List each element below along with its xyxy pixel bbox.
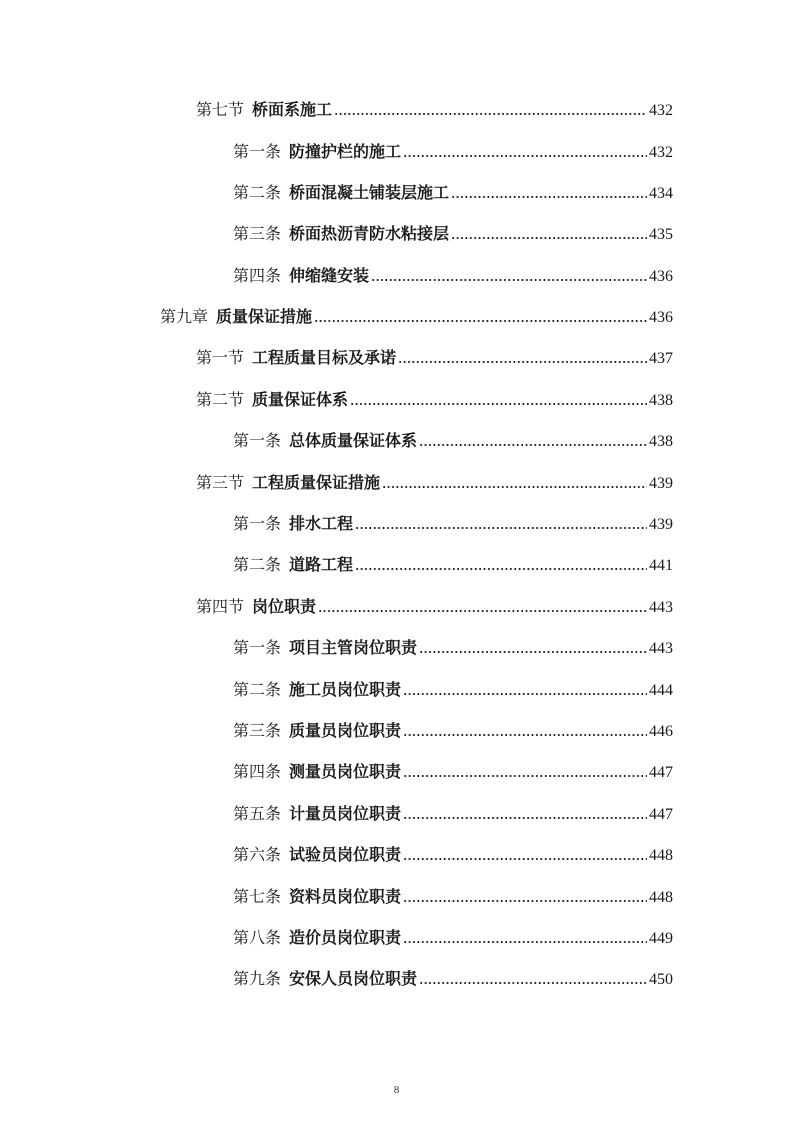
dot-leader	[451, 236, 647, 240]
toc-entry-prefix: 第九章	[160, 307, 209, 326]
toc-entry[interactable]	[233, 222, 673, 246]
dot-leader	[419, 981, 647, 985]
toc-entry-prefix: 第二条	[233, 680, 282, 699]
toc-entry-title: 工程质量目标及承诺	[252, 348, 397, 367]
toc-entry[interactable]	[196, 471, 673, 495]
toc-entry-page: 432	[649, 144, 673, 161]
dot-leader	[403, 940, 647, 944]
toc-entry-page: 450	[649, 971, 673, 988]
toc-entry-prefix: 第三条	[233, 224, 282, 243]
toc-entry-prefix: 第六条	[233, 845, 282, 864]
toc-entry-page: 447	[649, 764, 673, 781]
toc-entry-prefix: 第三条	[233, 721, 282, 740]
toc-entry-title: 安保人员岗位职责	[289, 969, 418, 988]
toc-entry-title: 试验员岗位职责	[289, 845, 402, 864]
toc-entry[interactable]	[233, 678, 673, 702]
toc-entry-prefix: 第一条	[233, 142, 282, 161]
toc-entry[interactable]	[233, 802, 673, 826]
toc-entry[interactable]	[233, 181, 673, 205]
dot-leader	[403, 154, 647, 158]
toc-entry[interactable]	[233, 264, 673, 288]
toc-entry[interactable]	[233, 760, 673, 784]
toc-entry-page: 449	[649, 930, 673, 947]
toc-entry[interactable]	[196, 595, 673, 619]
toc-entry-page: 439	[649, 516, 673, 533]
toc-entry[interactable]	[233, 967, 673, 991]
toc-entry-page: 447	[649, 806, 673, 823]
toc-entry[interactable]	[196, 346, 673, 370]
toc-entry-title: 防撞护栏的施工	[289, 142, 402, 161]
toc-entry-prefix: 第七条	[233, 887, 282, 906]
toc-entry-prefix: 第九条	[233, 969, 282, 988]
toc-entry[interactable]	[233, 636, 673, 660]
toc-entry-title: 工程质量保证措施	[252, 473, 381, 492]
toc-entry-title: 质量员岗位职责	[289, 721, 402, 740]
toc-entry-prefix: 第四节	[196, 597, 245, 616]
toc-entry-page: 438	[649, 392, 673, 409]
toc-entry-page: 435	[649, 226, 673, 243]
toc-entry-title: 伸缩缝安装	[289, 266, 370, 285]
toc-entry[interactable]	[233, 843, 673, 867]
toc-entry-prefix: 第四条	[233, 266, 282, 285]
toc-entry-title: 桥面混凝土铺装层施工	[289, 183, 450, 202]
dot-leader	[403, 816, 647, 820]
toc-entry-page: 438	[649, 433, 673, 450]
dot-leader	[314, 319, 647, 323]
toc-entry[interactable]	[233, 885, 673, 909]
dot-leader	[318, 609, 647, 613]
dot-leader	[403, 899, 647, 903]
toc-entry-prefix: 第五条	[233, 804, 282, 823]
dot-leader	[451, 195, 647, 199]
toc-entry[interactable]	[196, 98, 673, 122]
toc-entry-page: 434	[649, 185, 673, 202]
toc-entry-prefix: 第一节	[196, 348, 245, 367]
dot-leader	[350, 402, 647, 406]
toc-entry-prefix: 第二节	[196, 390, 245, 409]
toc-entry-title: 项目主管岗位职责	[289, 638, 418, 657]
toc-entry-title: 桥面热沥青防水粘接层	[289, 224, 450, 243]
toc-entry-prefix: 第八条	[233, 928, 282, 947]
toc-entry-page: 444	[649, 682, 673, 699]
dot-leader	[403, 692, 647, 696]
toc-entry-page: 443	[649, 599, 673, 616]
toc-entry-page: 437	[649, 350, 673, 367]
toc-entry-page: 443	[649, 640, 673, 657]
toc-entry[interactable]	[233, 140, 673, 164]
toc-entry[interactable]	[160, 305, 673, 329]
toc-entry-title: 质量保证措施	[216, 307, 313, 326]
dot-leader	[355, 526, 647, 530]
page-number: 8	[393, 1084, 400, 1096]
toc-entry[interactable]	[233, 429, 673, 453]
dot-leader	[371, 278, 647, 282]
dot-leader	[334, 112, 647, 116]
toc-entry-page: 448	[649, 889, 673, 906]
toc-entry[interactable]	[233, 512, 673, 536]
toc-entry-prefix: 第七节	[196, 100, 245, 119]
toc-entry-title: 岗位职责	[252, 597, 317, 616]
toc-entry[interactable]	[196, 388, 673, 412]
dot-leader	[398, 360, 647, 364]
dot-leader	[403, 733, 647, 737]
toc-entry-prefix: 第二条	[233, 555, 282, 574]
toc-entry-prefix: 第二条	[233, 183, 282, 202]
toc-entry[interactable]	[233, 926, 673, 950]
toc-entry-prefix: 第一条	[233, 514, 282, 533]
toc-entry-page: 439	[649, 475, 673, 492]
toc-entry-page: 436	[649, 309, 673, 326]
toc-entry-prefix: 第一条	[233, 431, 282, 450]
toc-entry-prefix: 第三节	[196, 473, 245, 492]
toc-entry-page: 441	[649, 557, 673, 574]
toc-entry-title: 测量员岗位职责	[289, 762, 402, 781]
toc-entry-title: 计量员岗位职责	[289, 804, 402, 823]
dot-leader	[403, 774, 647, 778]
dot-leader	[355, 567, 647, 571]
toc-entry[interactable]	[233, 553, 673, 577]
toc-entry-title: 质量保证体系	[252, 390, 349, 409]
toc-entry-title: 道路工程	[289, 555, 354, 574]
toc-entry-title: 总体质量保证体系	[289, 431, 418, 450]
toc-entry-title: 资料员岗位职责	[289, 887, 402, 906]
toc-entry-page: 436	[649, 268, 673, 285]
toc-entry-page: 446	[649, 723, 673, 740]
dot-leader	[419, 650, 647, 654]
dot-leader	[382, 485, 647, 489]
toc-entry-prefix: 第四条	[233, 762, 282, 781]
dot-leader	[419, 443, 647, 447]
toc-entry-title: 桥面系施工	[252, 100, 333, 119]
toc-entry-title: 造价员岗位职责	[289, 928, 402, 947]
toc-entry-page: 448	[649, 847, 673, 864]
toc-entry-title: 施工员岗位职责	[289, 680, 402, 699]
toc-entry-title: 排水工程	[289, 514, 354, 533]
toc-entry-prefix: 第一条	[233, 638, 282, 657]
toc-entry[interactable]	[233, 719, 673, 743]
toc-entry-page: 432	[649, 102, 673, 119]
dot-leader	[403, 857, 647, 861]
